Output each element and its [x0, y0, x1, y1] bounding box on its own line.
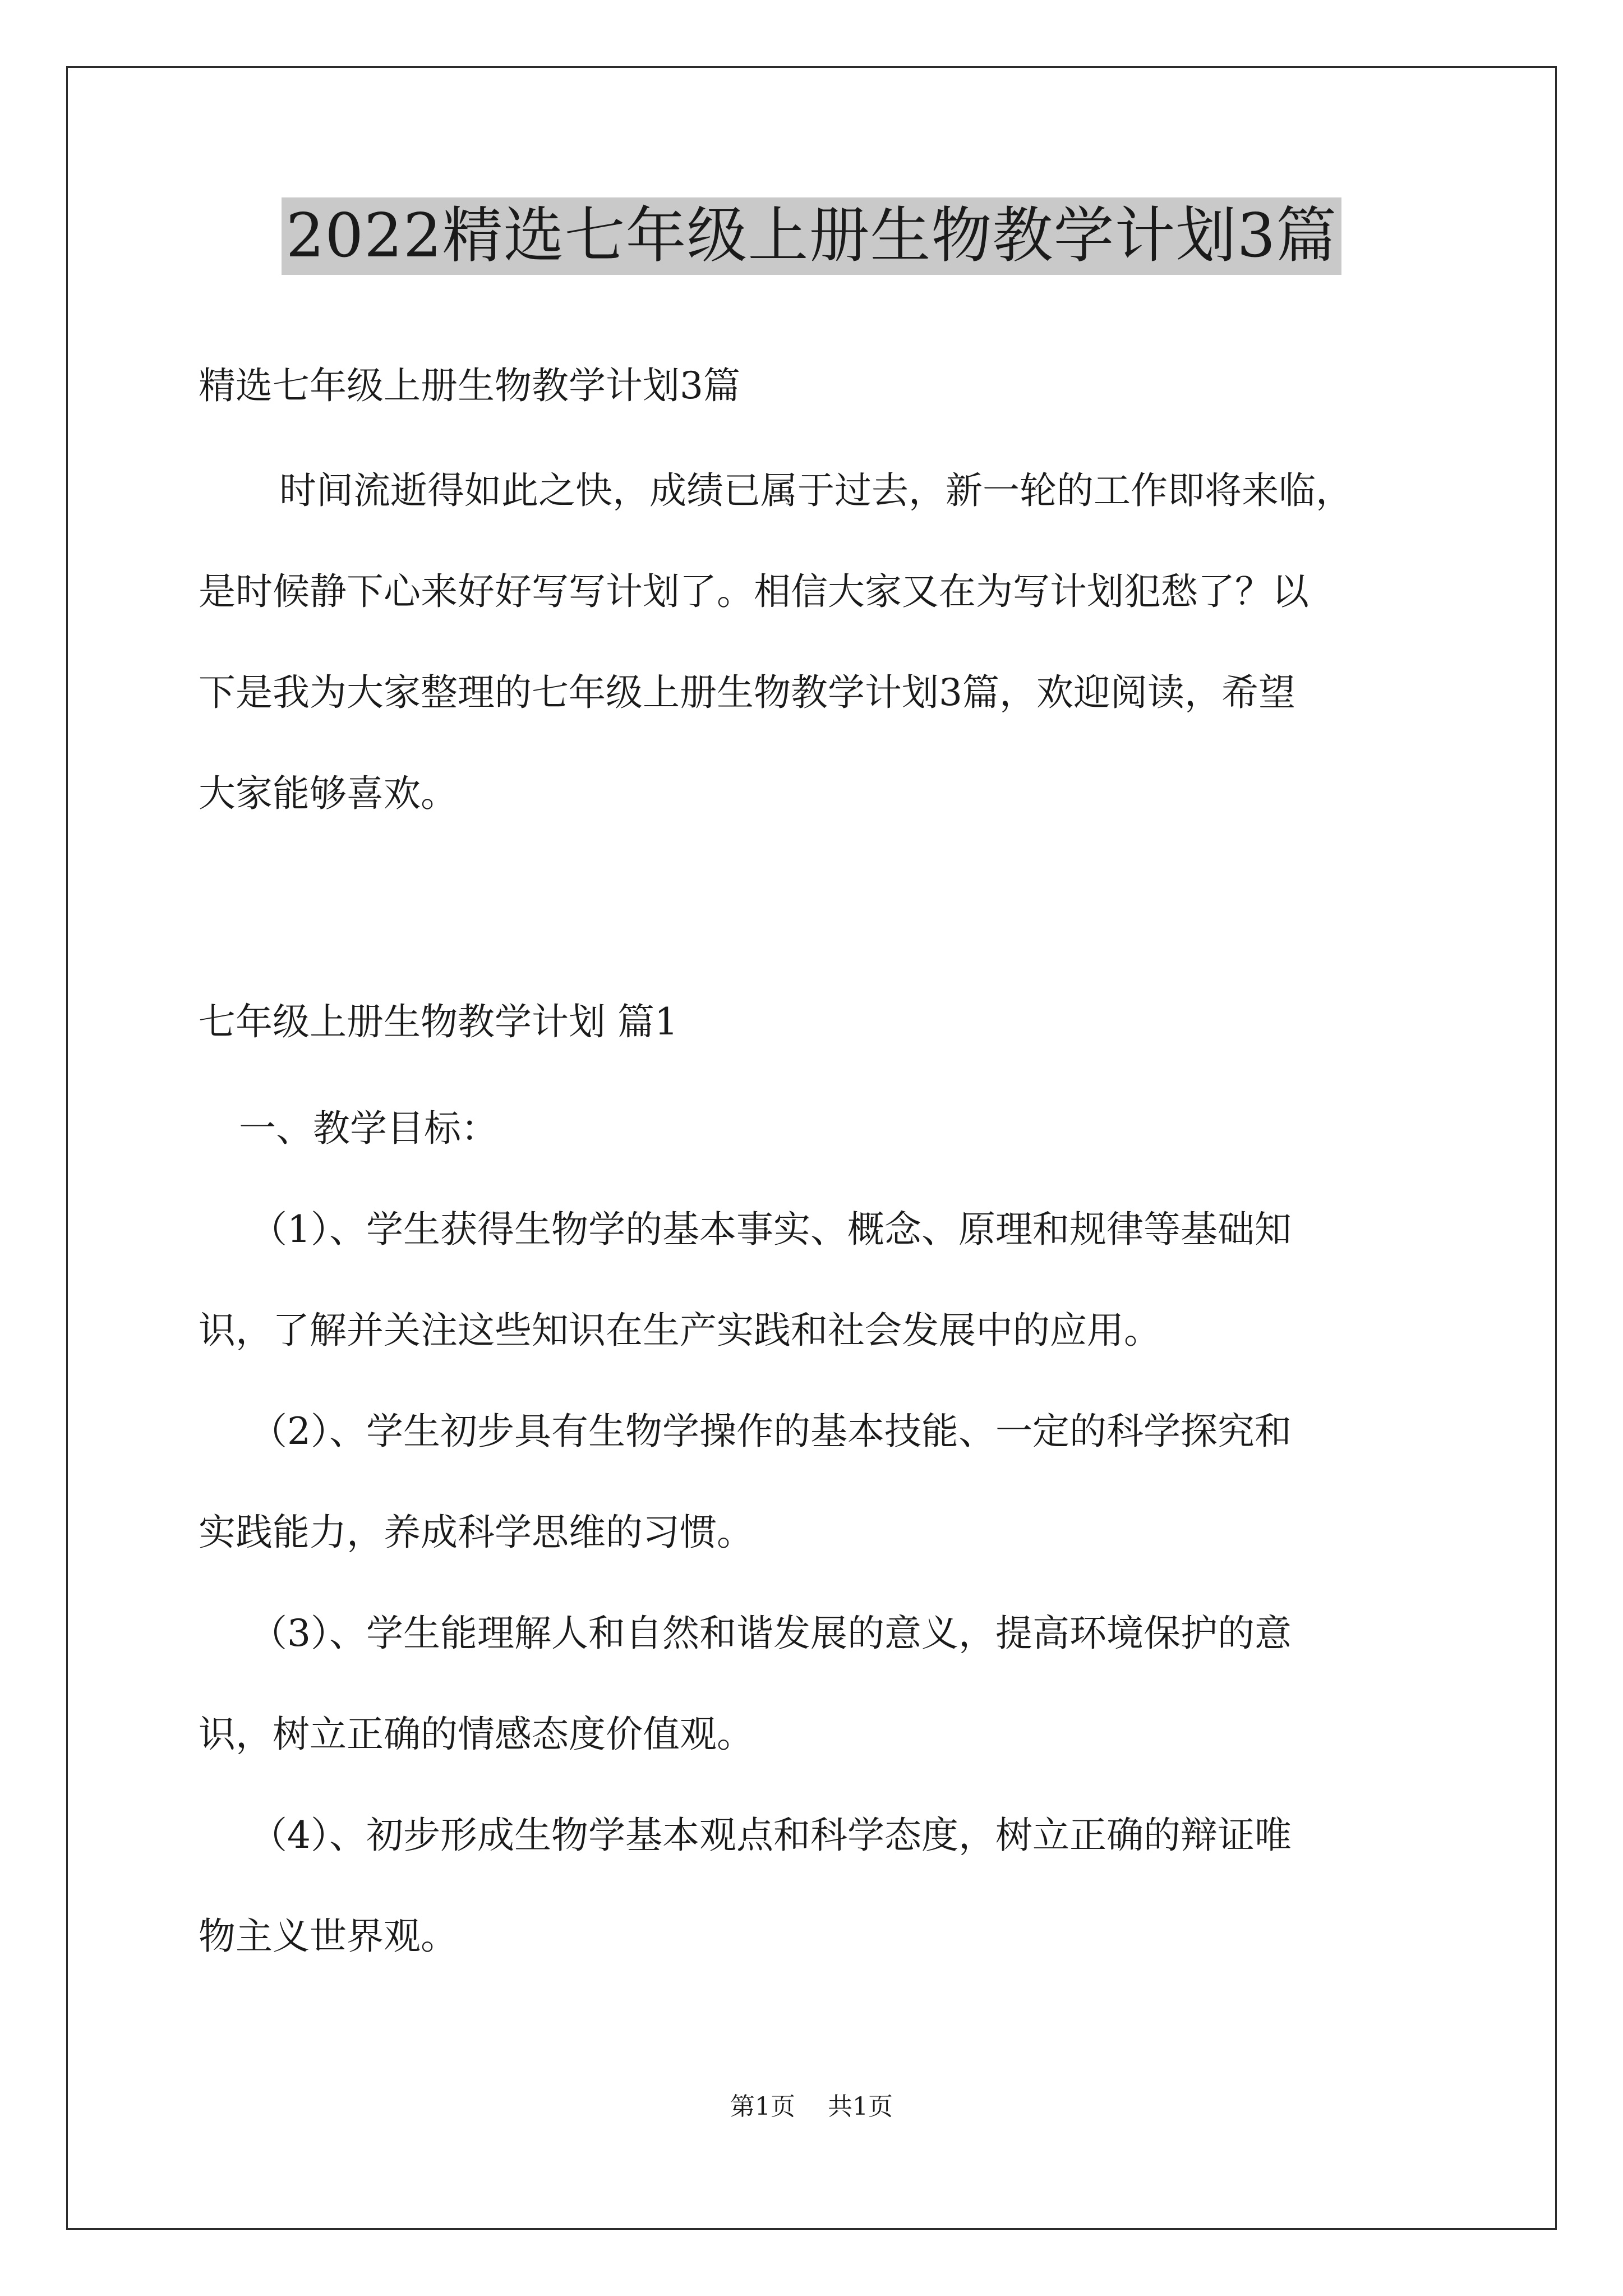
- title-container: [0, 197, 1623, 275]
- objective-line: 实践能力，养成科学思维的习惯。: [199, 1511, 754, 1554]
- page-number: 第1页: [730, 2092, 795, 2121]
- page-total: 共1页: [828, 2092, 893, 2121]
- objectives-heading: 一、教学目标：: [239, 1107, 498, 1150]
- objective-line: （4）、初步形成生物学基本观点和科学态度，树立正确的辩证唯: [250, 1814, 1292, 1857]
- document-subtitle: 精选七年级上册生物教学计划3篇: [199, 364, 740, 407]
- objective-line: 识，了解并关注这些知识在生产实践和社会发展中的应用。: [199, 1309, 1161, 1352]
- section-heading: 七年级上册生物教学计划 篇1: [199, 1000, 678, 1043]
- intro-line: 大家能够喜欢。: [199, 772, 458, 815]
- objective-line: （2）、学生初步具有生物学操作的基本技能、一定的科学探究和: [250, 1410, 1292, 1453]
- objective-line: （3）、学生能理解人和自然和谐发展的意义，提高环境保护的意: [250, 1612, 1292, 1655]
- objective-line: （1）、学生获得生物学的基本事实、概念、原理和规律等基础知: [250, 1208, 1292, 1251]
- objective-line: 识，树立正确的情感态度价值观。: [199, 1713, 754, 1756]
- intro-line: 时间流逝得如此之快，成绩已属于过去，新一轮的工作即将来临，: [279, 469, 1353, 512]
- intro-line: 下是我为大家整理的七年级上册生物教学计划3篇，欢迎阅读，希望: [199, 671, 1295, 714]
- intro-line: 是时候静下心来好好写写计划了。相信大家又在为写计划犯愁了？以: [199, 570, 1309, 613]
- page-footer: [0, 2090, 1623, 2124]
- document-title: 2022精选七年级上册生物教学计划3篇: [282, 197, 1342, 275]
- objective-line: 物主义世界观。: [199, 1915, 458, 1958]
